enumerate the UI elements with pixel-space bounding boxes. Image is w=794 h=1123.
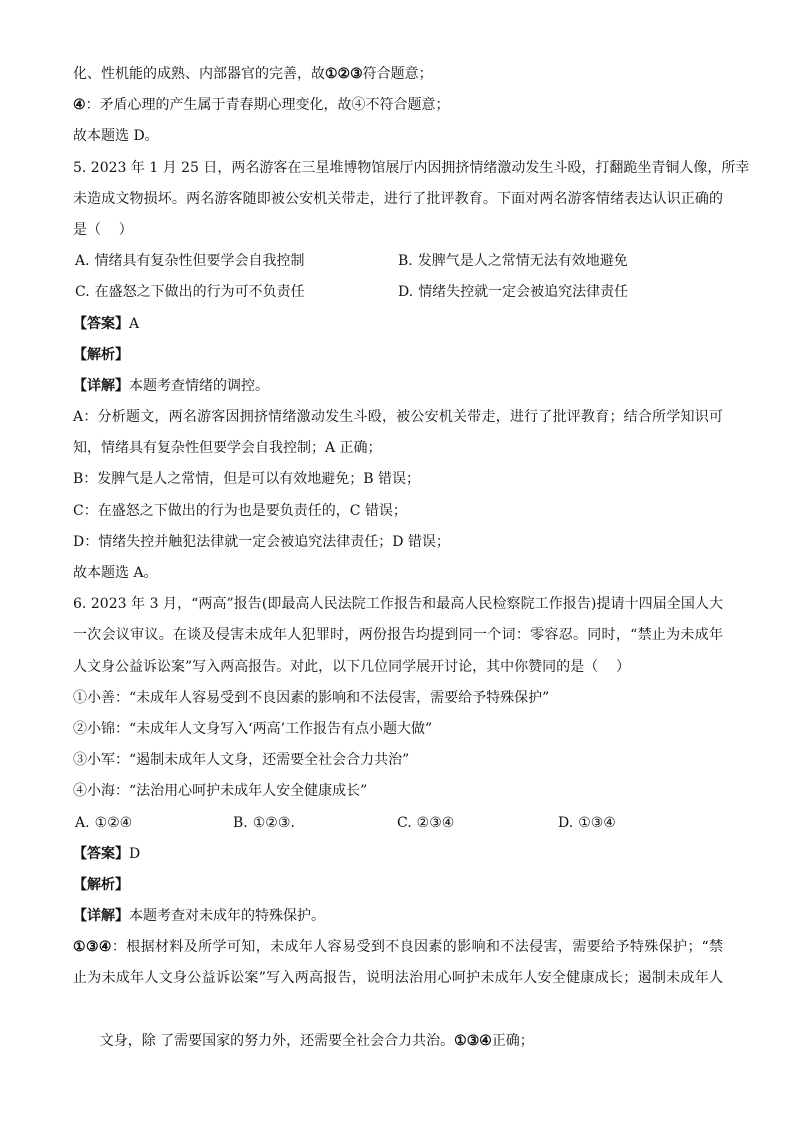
q5-explanation-line: B：发脾气是人之常情，但是可以有效地避免；B 错误； [73,471,421,488]
prev-explanation-line-2 [73,90,723,121]
prev-explanation-text: 符合题意； [362,66,433,82]
q5-stem-line: 5. 2023 年 1 月 25 日，两名游客在三星堆博物馆展厅内因拥挤情绪激动发生斗殴，打翻跪坐青铜人像，所幸 [73,159,750,176]
detail-text: 本题考查情绪的调控。 [129,377,269,394]
q5-answer [73,309,723,340]
answer-value: A [129,315,140,332]
q5-option-a [73,246,396,277]
option-letter: B. [233,814,248,831]
q6-explanation-line: 止为未成年人文身公益诉讼案”写入两高报告，说明法治用心呵护未成年人安全健康成长；遏制未成年人 [73,970,723,987]
prev-conclusion: 故本题选 D。 [73,128,159,145]
q5-stem-line: 未造成文物损坏。两名游客随即被公安机关带走，进行了批评教育。下面对两名游客情绪表达认识正确的 [73,190,723,207]
prev-explanation-marks: ④ [73,97,86,114]
q5-options-row [73,246,723,277]
q6-option-d [558,808,718,839]
option-letter: C. [75,284,90,301]
prev-explanation-marks: ①②③ [325,66,363,82]
option-text: 发脾气是人之常情无法有效地避免 [417,253,628,270]
q6-explanation-line [73,932,723,963]
option-text: ②③④ [416,814,455,831]
q5-explanation-line: C：在盛怒之下做出的行为也是要负责任的，C 错误； [73,502,407,519]
q6-option-a [73,808,233,839]
option-text: 情绪失控就一定会被追究法律责任 [418,284,629,301]
q6-stem-line: 人文身公益诉讼案”写入两高报告。对此，以下几位同学展开讨论，其中你赞同的是（ ） [73,658,630,675]
q6-detail [73,901,723,932]
option-text: 情绪具有复杂性但要学会自我控制 [94,253,305,270]
prev-explanation-text: ：矛盾心理的产生属于青春期心理变化，故④不符合题意； [85,97,450,114]
detail-text: 本题考查对未成年的特殊保护。 [129,908,325,925]
answer-label: 【答案】 [73,845,129,862]
q6-statement: ②小锦：“未成年人文身写入‘两高’工作报告有点小题大做” [73,720,433,737]
option-text: ①②③. [252,814,295,831]
q5-options-row [73,277,723,308]
q5-option-c [73,277,396,308]
explanation-marks: ①③④ [73,939,112,956]
q6-option-b [233,808,397,839]
q6-options-row [73,808,723,839]
q5-option-b [396,246,719,277]
q6-option-c [397,808,558,839]
q5-stem-line: 是（ ） [73,221,133,238]
q6-explanation-line [73,995,723,1049]
option-text: 在盛怒之下做出的行为可不负责任 [94,284,305,301]
q6-statement: ①小善：“未成年人容易受到不良因素的影响和不法侵害，需要给予特殊保护” [73,689,550,706]
prev-explanation-text: 化、性机能的成熟、内部器官的完善，故 [73,66,325,82]
option-letter: D. [558,814,574,831]
q5-explanation-line: 知，情绪具有复杂性但要学会自我控制；A 正确； [73,440,382,457]
q5-option-d [396,277,719,308]
answer-label: 【答案】 [73,315,129,332]
option-letter: B. [398,253,413,270]
q6-statement: ③小军：“遏制未成年人文身，还需要全社会合力共治” [73,752,410,769]
option-text: ①③④ [578,814,616,831]
answer-value: D [129,845,141,862]
q6-stem-line: 一次会议审议。在谈及侵害未成年人犯罪时，两份报告均提到同一个词：零容忍。同时，“禁止为未成年 [73,627,723,644]
q5-explanation-line: A：分析题文，两名游客因拥挤情绪激动发生斗殴，被公安机关带走，进行了批评教育；结合所学知识可 [73,409,723,426]
explanation-marks: ①③④ [454,1032,492,1049]
q6-analysis-label: 【解析】 [73,876,129,893]
q5-explanation-line: D：情绪失控并触犯法律就一定会被追究法律责任；D 错误； [73,533,450,550]
explanation-text: 正确； [491,1032,534,1049]
prev-explanation-line-1 [73,59,723,90]
q5-detail [73,371,723,402]
page-content [73,59,750,1049]
explanation-text: 文身，除 了需要国家的努力外，还需要全社会合力共治。 [99,1032,455,1049]
detail-label: 【详解】 [73,908,129,925]
q5-conclusion: 故本题选 A。 [73,565,158,581]
option-letter: D. [398,284,414,301]
option-letter: A. [75,253,90,270]
detail-label: 【详解】 [73,377,129,394]
q5-analysis-label: 【解析】 [73,346,129,363]
q6-statement: ④小海：“法治用心呵护未成年人安全健康成长” [73,783,368,800]
q6-stem-line: 6. 2023 年 3 月，“两高”报告(即最高人民法院工作报告和最高人民检察院工作报告)提请十四届全国人大 [73,596,723,613]
q6-answer [73,839,723,870]
option-text: ①②④ [94,814,133,831]
option-letter: A. [75,814,90,831]
explanation-text: ：根据材料及所学可知，未成年人容易受到不良因素的影响和不法侵害，需要给予特殊保护；“禁 [111,939,723,956]
option-letter: C. [397,814,412,831]
